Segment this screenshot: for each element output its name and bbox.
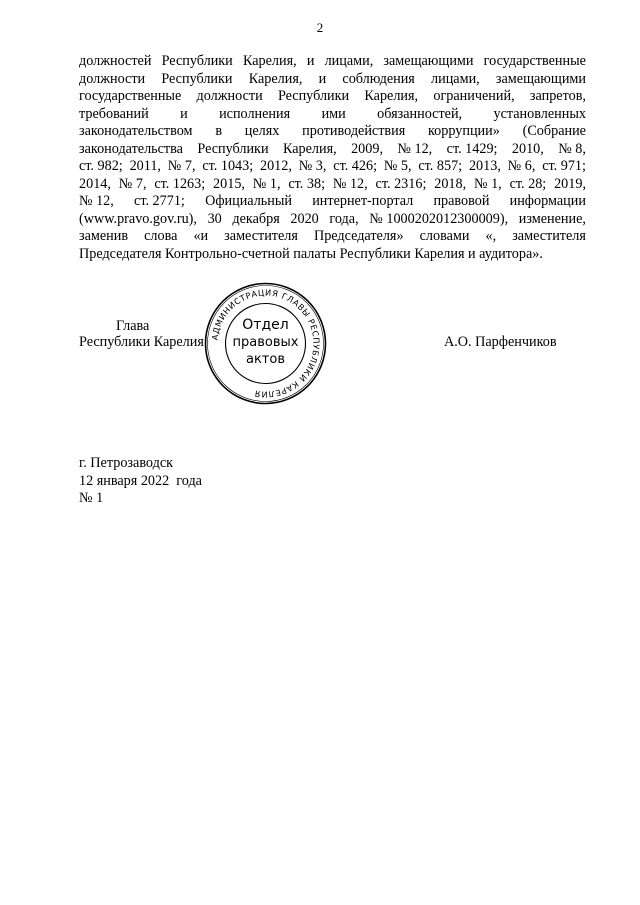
- body-word: ст. 2771;: [134, 193, 185, 209]
- body-word: государственные: [483, 53, 586, 69]
- body-word: № 12,: [332, 175, 368, 192]
- body-word: коррупции»: [428, 123, 500, 139]
- body-word: ст. 1043;: [202, 158, 254, 174]
- body-word: обязанностей,: [377, 105, 463, 122]
- body-word: 2018,: [434, 175, 467, 192]
- issue-number: № 1: [79, 490, 104, 506]
- body-line: [79, 158, 586, 176]
- body-word: и: [180, 105, 188, 122]
- body-word: Председателя Контрольно-счетной палаты Республики Карелия и аудитора».: [79, 245, 543, 262]
- body-word: № 6,: [507, 158, 536, 174]
- body-word: Официальный: [205, 193, 292, 209]
- body-word: года,: [329, 210, 359, 227]
- body-text: [79, 53, 586, 263]
- body-word: словами: [419, 228, 470, 244]
- stamp-center-line3: актов: [245, 352, 286, 367]
- signatory-name: А.О. Парфенчиков: [444, 334, 557, 350]
- body-word: (www.pravo.gov.ru),: [79, 210, 197, 227]
- stamp-seal: [203, 281, 328, 406]
- body-word: в: [215, 123, 223, 139]
- body-word: законодательства: [79, 140, 183, 157]
- body-word: должности: [79, 70, 146, 87]
- body-word: № 7,: [167, 158, 196, 174]
- body-word: ст. 426;: [333, 158, 378, 174]
- body-line: [79, 193, 586, 211]
- body-word: ст. 971;: [542, 158, 586, 174]
- body-word: запретов,: [529, 88, 586, 104]
- body-line: [79, 53, 586, 71]
- body-line: [79, 246, 586, 264]
- signatory-title-line1: Глава: [116, 318, 150, 334]
- body-word: 2015,: [213, 175, 245, 192]
- body-word: Республики: [277, 88, 350, 104]
- body-word: 30: [207, 210, 222, 227]
- body-line: [79, 228, 586, 246]
- body-word: замещающими: [383, 53, 474, 69]
- body-word: 2014,: [79, 175, 111, 192]
- body-word: № 1,: [252, 175, 281, 192]
- body-word: заместителя: [224, 228, 298, 244]
- body-word: Республики: [161, 53, 233, 69]
- body-word: № 7,: [118, 175, 147, 192]
- body-word: соблюдения: [342, 70, 415, 87]
- body-word: Карелия,: [282, 140, 337, 157]
- body-word: «,: [485, 228, 497, 244]
- page-number: 2: [316, 20, 324, 35]
- body-word: № 8,: [558, 140, 586, 157]
- body-word: противодействия: [302, 123, 406, 139]
- issue-date: 12 января 2022 года: [79, 472, 202, 489]
- body-word: ст. 982;: [79, 158, 123, 174]
- body-word: Карелия,: [248, 70, 303, 87]
- body-word: ст. 1429;: [446, 140, 498, 157]
- body-word: декабря: [232, 210, 280, 227]
- body-word: ст. 38;: [288, 175, 326, 192]
- body-word: 2020: [290, 210, 319, 227]
- body-word: № 1,: [474, 175, 502, 192]
- body-word: правовой: [433, 193, 490, 209]
- stamp-center-line1: Отдел: [242, 317, 289, 333]
- body-word: требований: [79, 105, 149, 122]
- body-word: должности: [196, 88, 263, 104]
- body-word: № 3,: [298, 158, 327, 174]
- body-line: [79, 106, 586, 124]
- body-word: лицами,: [431, 70, 480, 87]
- body-word: государственные: [79, 88, 182, 104]
- body-line: [79, 211, 586, 229]
- body-word: заместителя: [512, 228, 586, 244]
- body-word: ст. 857;: [418, 158, 463, 174]
- body-line: [79, 88, 586, 106]
- body-word: ими: [321, 105, 346, 122]
- body-word: № 5,: [383, 158, 412, 174]
- body-word: целях: [244, 123, 280, 139]
- body-line: [79, 176, 586, 194]
- body-word: Республики: [197, 140, 269, 157]
- body-word: установленных: [493, 105, 586, 122]
- body-word: 2010,: [511, 140, 544, 157]
- body-word: заменив: [79, 228, 129, 244]
- body-word: лицами,: [324, 53, 374, 69]
- body-word: информации: [509, 193, 586, 209]
- body-word: № 12,: [79, 193, 114, 209]
- body-word: ст. 1263;: [154, 175, 206, 192]
- body-line: [79, 123, 586, 141]
- body-word: 2012,: [259, 158, 292, 174]
- body-word: ст. 28;: [509, 175, 547, 192]
- stamp-ring-text: АДМИНИСТРАЦИЯ ГЛАВЫ РЕСПУБЛИКИ КАРЕЛИЯ: [209, 287, 322, 400]
- body-word: ст. 2316;: [375, 175, 427, 192]
- body-word: № 12,: [397, 140, 433, 157]
- body-word: замещающими: [495, 70, 586, 87]
- body-word: Карелия,: [364, 88, 419, 104]
- body-word: должностей: [79, 53, 152, 69]
- body-word: 2019,: [554, 175, 586, 192]
- signatory-title-line2: Республики Карелия: [79, 334, 204, 350]
- body-word: и: [318, 70, 327, 87]
- body-word: интернет-портал: [312, 193, 414, 209]
- body-word: Республики: [161, 70, 233, 87]
- body-word: ограничений,: [433, 88, 515, 104]
- body-line: [79, 71, 586, 89]
- body-word: Карелия,: [242, 53, 297, 69]
- body-word: законодательством: [79, 123, 193, 139]
- issue-details: [79, 455, 202, 508]
- body-word: и: [306, 53, 315, 69]
- stamp-center-line2: правовых: [232, 335, 299, 350]
- body-word: Председателя»: [313, 228, 404, 244]
- body-word: (Собрание: [522, 123, 586, 139]
- body-word: «и: [193, 228, 209, 244]
- body-line: [79, 141, 586, 159]
- body-word: 2009,: [351, 140, 383, 157]
- body-word: слова: [144, 228, 178, 244]
- body-word: № 1000202012300009),: [369, 210, 509, 227]
- issue-city: г. Петрозаводск: [79, 455, 174, 471]
- body-word: исполнения: [219, 105, 291, 122]
- body-word: изменение,: [518, 210, 586, 227]
- body-word: 2013,: [468, 158, 501, 174]
- body-word: 2011,: [129, 158, 161, 174]
